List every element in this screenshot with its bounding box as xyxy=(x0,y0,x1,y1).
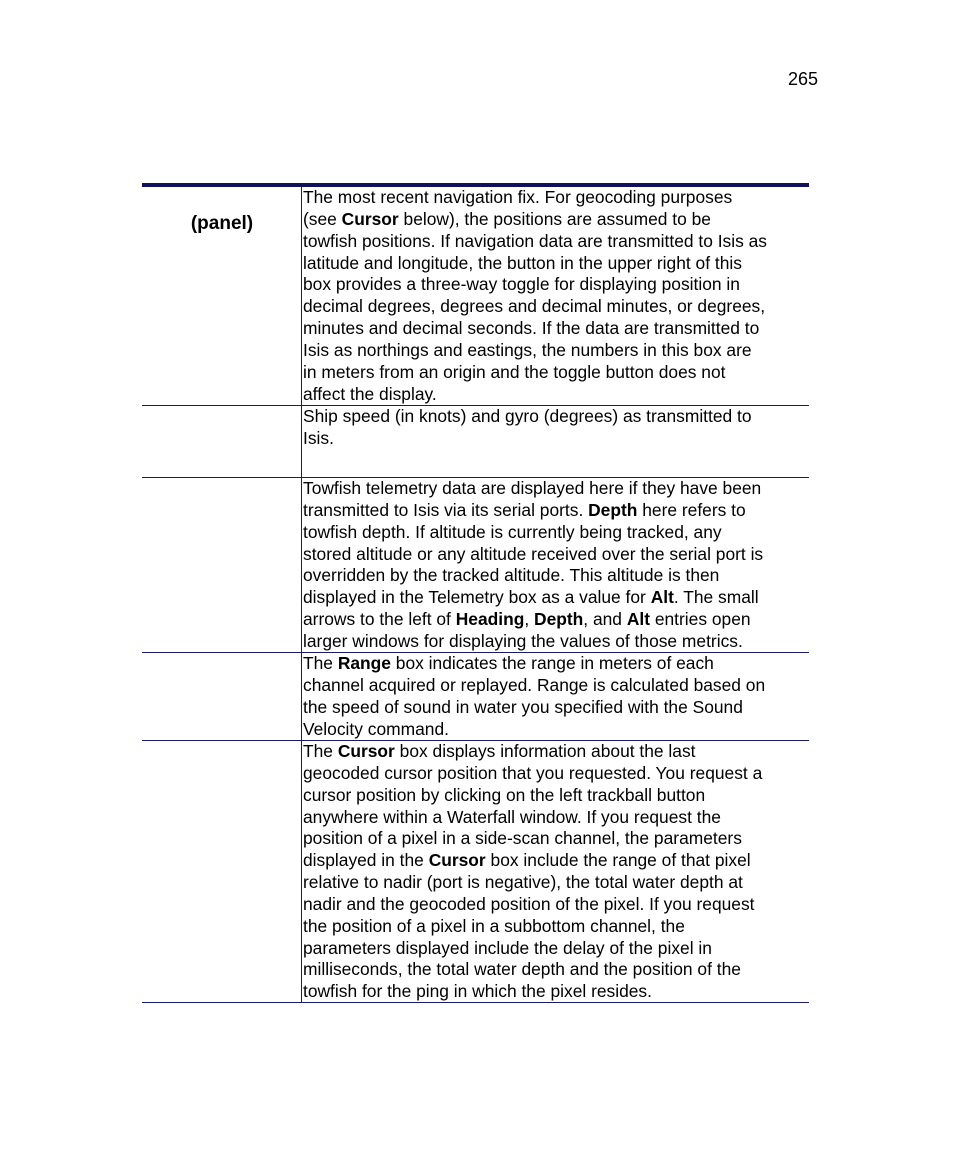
text-segment: towfish positions. If navigation data are transmitted to Isis as xyxy=(303,230,767,251)
description-line xyxy=(303,478,809,500)
description-line xyxy=(303,631,809,653)
description-line xyxy=(303,253,809,275)
text-segment: Towfish telemetry data are displayed here if they have been xyxy=(303,478,762,498)
text-segment: arrows to the left of xyxy=(303,609,456,630)
page-number: 265 xyxy=(787,69,818,89)
text-segment: towfish depth. If altitude is currently being tracked, any xyxy=(303,521,722,542)
text-segment: displayed in the xyxy=(303,850,429,871)
text-segment: overridden by the tracked altitude. This altitude is then xyxy=(303,565,720,586)
description-line xyxy=(303,741,809,763)
text-segment: box indicates the range in meters of each xyxy=(390,653,714,673)
row-label-cell xyxy=(142,478,302,652)
description-line xyxy=(303,318,809,340)
text-segment: box include the range of that pixel xyxy=(485,850,751,871)
table-row-telemetry xyxy=(142,478,809,653)
description-line xyxy=(303,609,809,631)
description-line xyxy=(303,187,809,209)
description-line xyxy=(303,274,809,296)
text-segment: cursor position by clicking on the left trackball button xyxy=(303,784,706,805)
description-line xyxy=(303,807,809,829)
description-line xyxy=(303,850,809,872)
description-line xyxy=(303,522,809,544)
text-segment: . The small xyxy=(673,587,759,608)
text-segment: minutes and decimal seconds. If the data are transmitted to xyxy=(303,318,760,339)
bold-term: Alt xyxy=(626,609,650,630)
description-line xyxy=(303,587,809,609)
bold-term: Range xyxy=(337,653,391,673)
text-segment: anywhere within a Waterfall window. If you request the xyxy=(303,806,721,827)
parameter-table xyxy=(142,183,809,1003)
text-segment: (see xyxy=(303,208,342,229)
description-line xyxy=(303,675,809,697)
description-line xyxy=(303,428,809,450)
table-row-cursor xyxy=(142,741,809,1003)
description-line xyxy=(303,938,809,960)
text-segment: channel acquired or replayed. Range is calculated based on xyxy=(303,674,766,695)
description-line xyxy=(303,894,809,916)
text-segment: here refers to xyxy=(637,499,746,520)
text-segment: stored altitude or any altitude received over the serial port is xyxy=(303,543,764,564)
description-line xyxy=(303,872,809,894)
row-description xyxy=(302,187,809,405)
bold-term: Alt xyxy=(650,587,674,608)
row-label-cell xyxy=(142,406,302,477)
description-line xyxy=(303,785,809,807)
text-segment: milliseconds, the total water depth and the position of the xyxy=(303,959,741,980)
description-line xyxy=(303,500,809,522)
description-line xyxy=(303,296,809,318)
text-segment: transmitted to Isis via its serial ports. xyxy=(303,499,589,520)
description-line xyxy=(303,209,809,231)
bold-term: Cursor xyxy=(341,208,399,229)
bold-term: Depth xyxy=(588,499,638,520)
row-label-cell xyxy=(142,653,302,740)
text-segment: larger windows for displaying the values of those metrics. xyxy=(303,630,743,651)
table-row-navigation xyxy=(142,187,809,406)
text-segment: towfish for the ping in which the pixel resides. xyxy=(303,981,652,1002)
row-description xyxy=(302,741,809,1002)
table-row-ship xyxy=(142,406,809,478)
row-description xyxy=(302,406,809,477)
text-segment: in meters from an origin and the toggle button does not xyxy=(303,361,726,382)
text-segment: Ship speed (in knots) and gyro (degrees) as transmitted to xyxy=(303,406,752,426)
description-line xyxy=(303,981,809,1003)
row-label-cell xyxy=(142,741,302,1002)
text-segment: nadir and the geocoded position of the pixel. If you request xyxy=(303,893,755,914)
text-segment: displayed in the Telemetry box as a value for xyxy=(303,587,651,608)
text-segment: relative to nadir (port is negative), the total water depth at xyxy=(303,872,743,893)
description-line xyxy=(303,544,809,566)
text-segment: latitude and longitude, the button in the upper right of this xyxy=(303,252,742,273)
row-description xyxy=(302,653,809,740)
description-line xyxy=(303,406,809,428)
description-line xyxy=(303,384,809,406)
bold-term: Cursor xyxy=(428,850,486,871)
description-line xyxy=(303,565,809,587)
text-segment: the speed of sound in water you specified with the Sound xyxy=(303,696,743,717)
text-segment: Velocity command. xyxy=(303,718,449,739)
description-line xyxy=(303,697,809,719)
table-row-range xyxy=(142,653,809,741)
description-line xyxy=(303,959,809,981)
text-segment: Isis as northings and eastings, the numbers in this box are xyxy=(303,339,752,360)
description-line xyxy=(303,763,809,785)
text-segment: affect the display. xyxy=(303,383,437,404)
description-line xyxy=(303,719,809,741)
text-segment: The most recent navigation fix. For geocoding purposes xyxy=(303,187,733,207)
text-segment: box displays information about the last xyxy=(394,741,696,761)
text-segment: The xyxy=(303,741,338,761)
bold-term: Cursor xyxy=(337,741,395,761)
text-segment: position of a pixel in a side-scan channel, the parameters xyxy=(303,828,742,849)
bold-term: Depth xyxy=(534,609,584,630)
text-segment: box provides a three-way toggle for displaying position in xyxy=(303,274,740,295)
row-label-cell xyxy=(142,187,302,405)
text-segment: the position of a pixel in a subbottom channel, the xyxy=(303,915,685,936)
text-segment: , and xyxy=(583,609,627,630)
text-segment: geocoded cursor position that you requested. You request a xyxy=(303,762,763,783)
row-description xyxy=(302,478,809,652)
description-line xyxy=(303,828,809,850)
row-label: (panel) xyxy=(190,213,254,234)
text-segment: parameters displayed include the delay of the pixel in xyxy=(303,937,712,958)
text-segment: entries open xyxy=(650,609,751,630)
description-line xyxy=(303,916,809,938)
description-line xyxy=(303,653,809,675)
description-line xyxy=(303,340,809,362)
text-segment: decimal degrees, degrees and decimal minutes, or degrees, xyxy=(303,296,766,317)
text-segment: Isis. xyxy=(303,427,334,448)
description-line xyxy=(303,362,809,384)
text-segment: below), the positions are assumed to be xyxy=(398,208,711,229)
bold-term: Heading xyxy=(455,609,525,630)
text-segment: , xyxy=(524,609,535,630)
description-line xyxy=(303,231,809,253)
text-segment: The xyxy=(303,653,338,673)
